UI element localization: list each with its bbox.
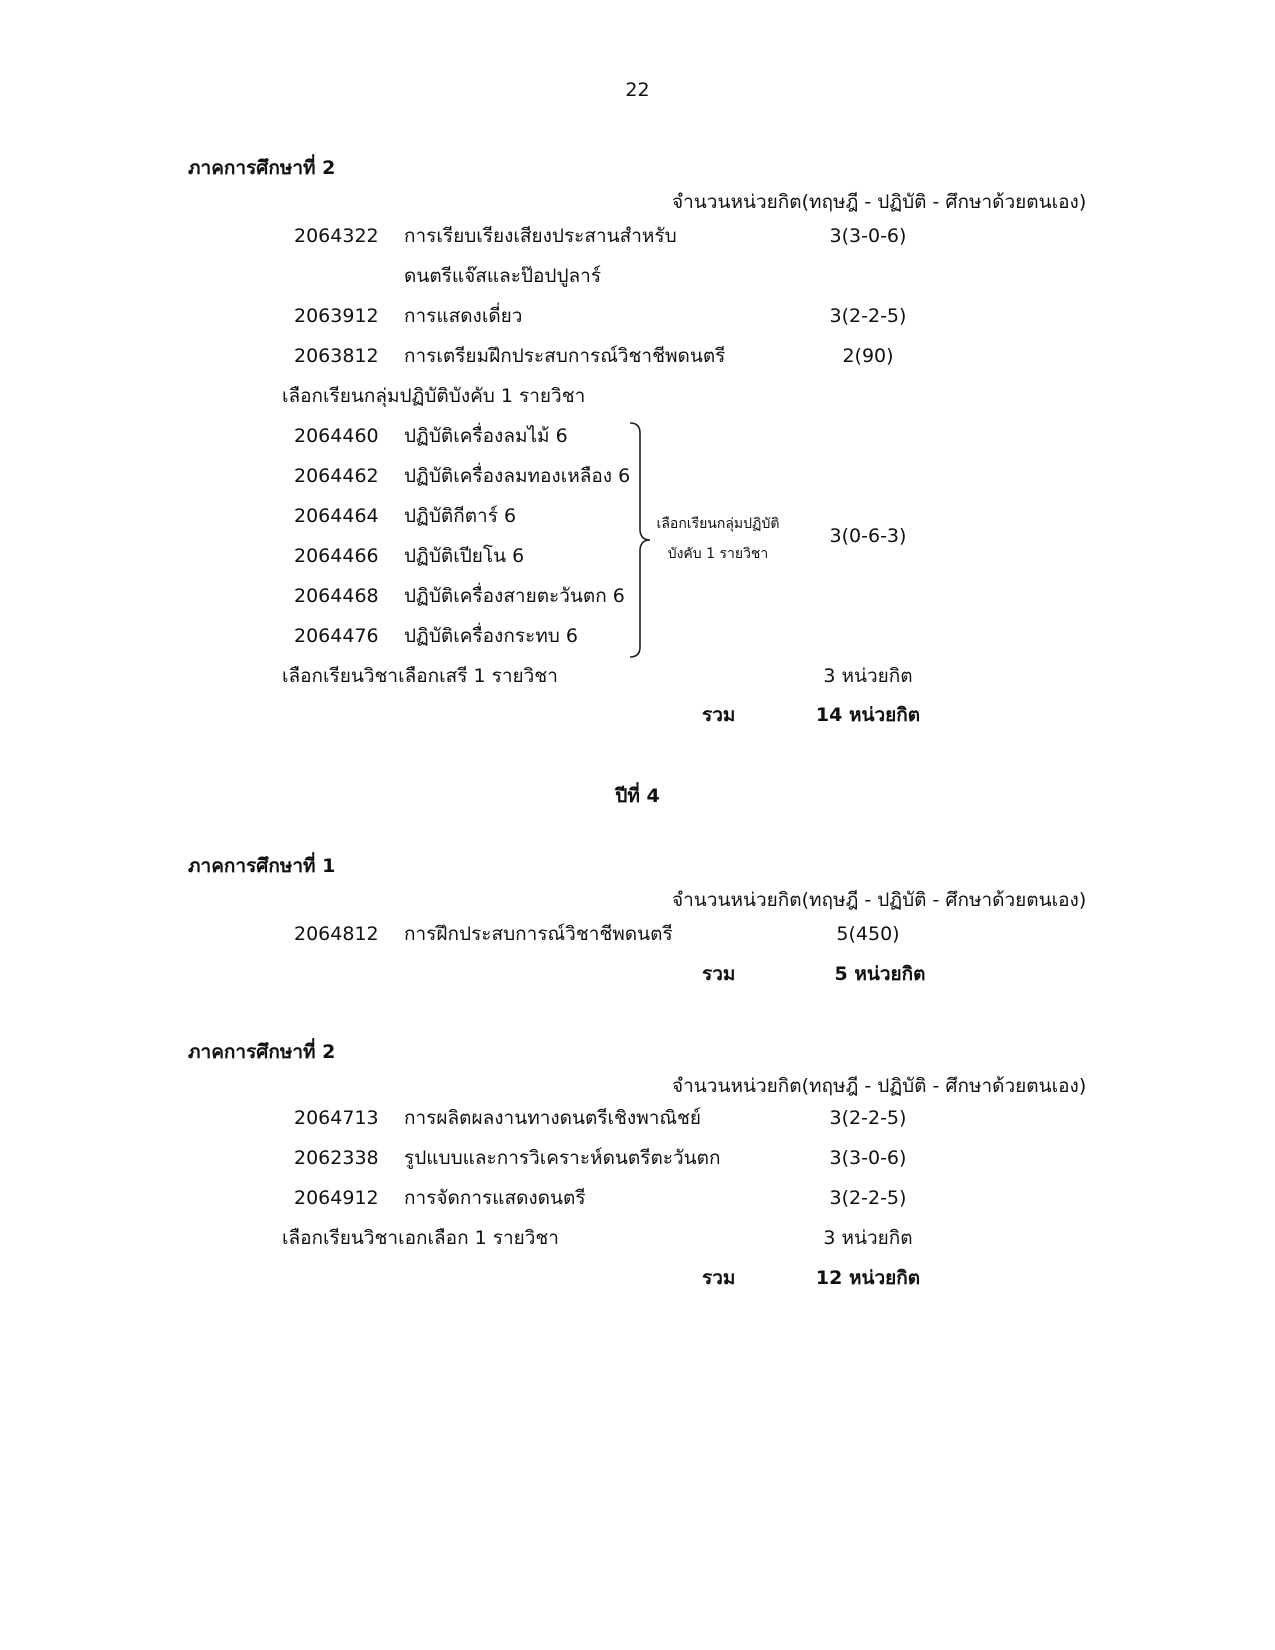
course-credit: 3(2-2-5) bbox=[829, 1107, 907, 1129]
course-name: การแสดงเดี่ยว bbox=[404, 305, 523, 327]
credit-column-header: จำนวนหน่วยกิต(ทฤษฎี - ปฏิบัติ - ศึกษาด้วยตนเอง) bbox=[672, 889, 1087, 911]
course-name: ปฏิบัติกีตาร์ 6 bbox=[404, 505, 517, 527]
course-name: การผลิตผลงานทางดนตรีเชิงพาณิชย์ bbox=[404, 1107, 702, 1129]
course-credit: 3(2-2-5) bbox=[829, 305, 907, 327]
semester-heading: ภาคการศึกษาที่ 1 bbox=[188, 855, 336, 877]
course-code: 2064322 bbox=[294, 225, 379, 247]
page-number: 22 bbox=[625, 79, 650, 101]
total-credits: 12 หน่วยกิต bbox=[815, 1267, 921, 1289]
brace-note: เลือกเรียนกลุ่มปฏิบัติ bbox=[656, 516, 780, 532]
credit-column-header: จำนวนหน่วยกิต(ทฤษฎี - ปฏิบัติ - ศึกษาด้วยตนเอง) bbox=[672, 191, 1087, 213]
semester-heading: ภาคการศึกษาที่ 2 bbox=[188, 1041, 336, 1063]
course-code: 2063812 bbox=[294, 345, 379, 367]
year-title: ปีที่ 4 bbox=[615, 785, 660, 807]
elective-label: เลือกเรียนวิชาเอกเลือก 1 รายวิชา bbox=[282, 1227, 559, 1249]
course-code: 2064464 bbox=[294, 505, 379, 527]
course-credit: 5(450) bbox=[836, 923, 900, 945]
total-label: รวม bbox=[702, 704, 736, 726]
course-code: 2064476 bbox=[294, 625, 379, 647]
total-credits: 5 หน่วยกิต bbox=[834, 963, 926, 985]
course-name: ปฏิบัติเครื่องลมไม้ 6 bbox=[404, 425, 568, 447]
course-name: ปฏิบัติเครื่องกระทบ 6 bbox=[404, 625, 578, 647]
course-name: ปฏิบัติเครื่องลมทองเหลือง 6 bbox=[404, 465, 631, 487]
course-name: ปฏิบัติเปียโน 6 bbox=[404, 545, 525, 567]
group-label: เลือกเรียนกลุ่มปฏิบัติบังคับ 1 รายวิชา bbox=[282, 385, 586, 407]
course-name: การเรียบเรียงเสียงประสานสำหรับ bbox=[404, 225, 677, 247]
credit-column-header: จำนวนหน่วยกิต(ทฤษฎี - ปฏิบัติ - ศึกษาด้วยตนเอง) bbox=[672, 1075, 1087, 1097]
course-credit: 2(90) bbox=[842, 345, 894, 367]
course-name-continuation: ดนตรีแจ๊สและป๊อปปูลาร์ bbox=[404, 265, 602, 287]
course-credit: 3(3-0-6) bbox=[829, 225, 907, 247]
group-credit: 3(0-6-3) bbox=[829, 525, 907, 547]
course-code: 2062338 bbox=[294, 1147, 379, 1169]
brace-note: บังคับ 1 รายวิชา bbox=[667, 546, 769, 562]
course-code: 2064462 bbox=[294, 465, 379, 487]
course-name: การจัดการแสดงดนตรี bbox=[404, 1187, 586, 1209]
total-label: รวม bbox=[702, 1267, 736, 1289]
course-code: 2064468 bbox=[294, 585, 379, 607]
course-code: 2064713 bbox=[294, 1107, 379, 1129]
course-name: การฝึกประสบการณ์วิชาชีพดนตรี bbox=[404, 923, 673, 945]
course-code: 2063912 bbox=[294, 305, 379, 327]
course-code: 2064466 bbox=[294, 545, 379, 567]
semester-heading: ภาคการศึกษาที่ 2 bbox=[188, 157, 336, 179]
course-name: รูปแบบและการวิเคราะห์ดนตรีตะวันตก bbox=[404, 1147, 721, 1169]
total-label: รวม bbox=[702, 963, 736, 985]
elective-label: เลือกเรียนวิชาเลือกเสรี 1 รายวิชา bbox=[282, 665, 558, 687]
course-code: 2064912 bbox=[294, 1187, 379, 1209]
total-credits: 14 หน่วยกิต bbox=[815, 704, 921, 726]
course-name: การเตรียมฝึกประสบการณ์วิชาชีพดนตรี bbox=[404, 345, 726, 367]
course-credit: 3(2-2-5) bbox=[829, 1187, 907, 1209]
course-code: 2064812 bbox=[294, 923, 379, 945]
course-code: 2064460 bbox=[294, 425, 379, 447]
course-credit: 3(3-0-6) bbox=[829, 1147, 907, 1169]
elective-credit: 3 หน่วยกิต bbox=[823, 1227, 913, 1249]
elective-credit: 3 หน่วยกิต bbox=[823, 665, 913, 687]
course-name: ปฏิบัติเครื่องสายตะวันตก 6 bbox=[404, 585, 625, 607]
